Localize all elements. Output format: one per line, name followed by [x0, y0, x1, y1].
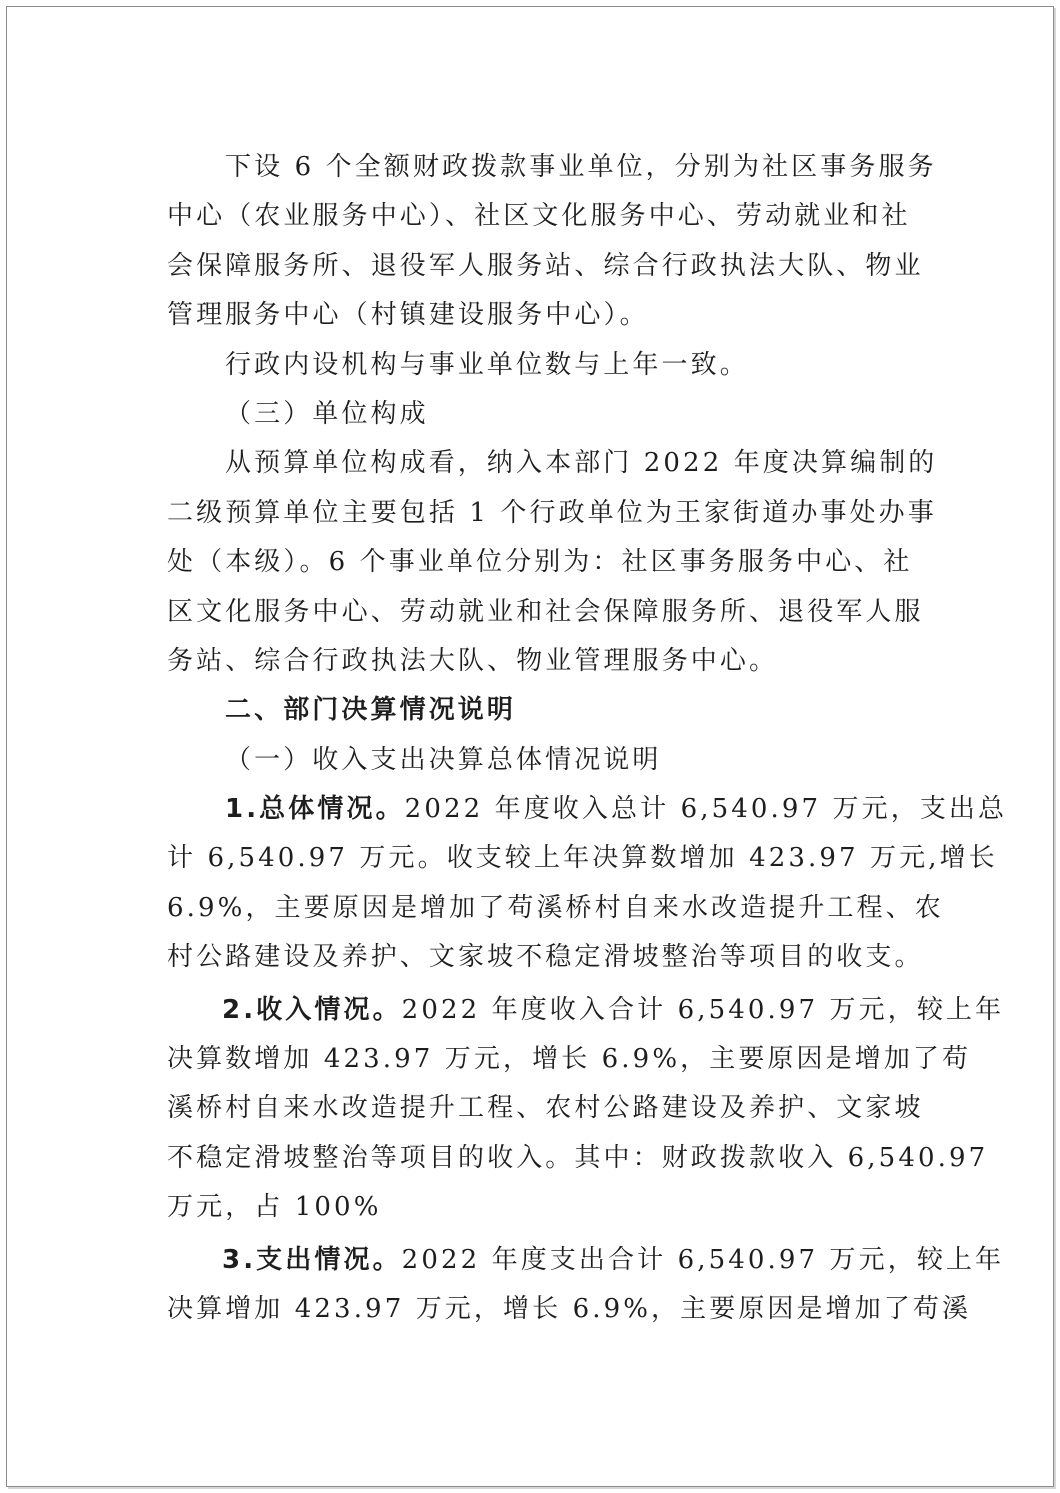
document-body: [167, 143, 1008, 1334]
paragraph-line: 处（本级）。6 个事业单位分别为：社区事务服务中心、社: [167, 547, 913, 578]
income-lead: 2.收入情况。: [222, 994, 402, 1025]
paragraph-line: 决算数增加 423.97 万元，增长 6.9%，主要原因是增加了苟: [167, 1044, 972, 1075]
paragraph-line: [167, 785, 1008, 834]
paragraph-line: 不稳定滑坡整治等项目的收入。其中：财政拨款收入 6,540.97: [167, 1142, 989, 1173]
overall-lead: 1.总体情况。: [225, 794, 405, 825]
paragraph-line: 下设 6 个全额财政拨款事业单位，分别为社区事务服务: [225, 152, 937, 182]
paragraph-line: 会保障服务所、退役军人服务站、综合行政执法大队、物业: [167, 250, 924, 281]
document-page: [6, 6, 1054, 1487]
paragraph-line: 管理服务中心（村镇建设服务中心）。: [167, 300, 649, 331]
paragraph-line: 6.9%，主要原因是增加了苟溪桥村自来水改造提升工程、农: [167, 892, 944, 923]
section-heading: （三）单位构成: [225, 398, 429, 429]
chapter-heading: 二、部门决算情况说明: [225, 695, 517, 726]
paragraph-line: 中心（农业服务中心）、社区文化服务中心、劳动就业和社: [167, 201, 911, 232]
paragraph-line: 务站、综合行政执法大队、物业管理服务中心。: [167, 645, 779, 676]
paragraph-line: 溪桥村自来水改造提升工程、农村公路建设及养护、文家坡: [167, 1093, 924, 1124]
expense-lead: 3.支出情况。: [222, 1244, 402, 1275]
paragraph-line: 行政内设机构与事业单位数与上年一致。: [225, 349, 749, 380]
paragraph-line: 二级预算单位主要包括 1 个行政单位为王家街道办事处办事: [167, 497, 937, 528]
paragraph-line: 区文化服务中心、劳动就业和社会保障服务所、退役军人服: [167, 596, 924, 627]
paragraph-line: [167, 986, 1005, 1035]
paragraph-line: 从预算单位构成看，纳入本部门 2022 年度决算编制的: [225, 448, 938, 479]
overall-line-1: 2022 年度收入总计 6,540.97 万元，支出总: [404, 794, 1008, 825]
income-line-1: 2022 年度收入合计 6,540.97 万元，较上年: [401, 994, 1005, 1025]
paragraph-line: 决算增加 423.97 万元，增长 6.9%，主要原因是增加了苟溪: [167, 1293, 972, 1324]
paragraph-line: 万元，占 100%: [167, 1192, 382, 1223]
paragraph-line: 计 6,540.97 万元。收支较上年决算数增加 423.97 万元,增长: [167, 843, 998, 874]
section-heading: （一）收入支出决算总体情况说明: [225, 744, 662, 775]
paragraph-line: [167, 1236, 1005, 1285]
paragraph-line: 村公路建设及养护、文家坡不稳定滑坡整治等项目的收支。: [167, 942, 924, 973]
expense-line-1: 2022 年度支出合计 6,540.97 万元，较上年: [401, 1244, 1005, 1275]
